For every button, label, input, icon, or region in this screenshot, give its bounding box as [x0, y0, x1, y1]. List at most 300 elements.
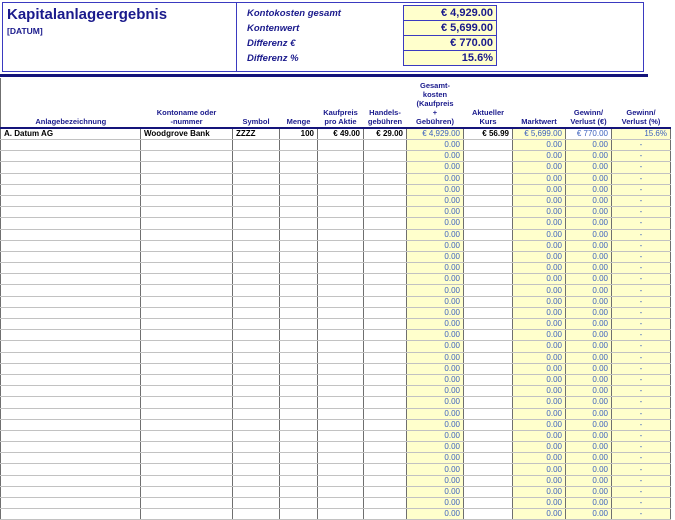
cell-marktwert[interactable]: 0.00 [513, 386, 566, 397]
cell-aktueller-kurs[interactable]: € 56.99 [464, 128, 513, 140]
cell-symbol[interactable] [233, 498, 280, 509]
cell-gesamtkosten[interactable]: 0.00 [407, 341, 464, 352]
cell-gewinn-verlust-eur[interactable]: 0.00 [566, 263, 612, 274]
cell-handelsgebuehren[interactable] [364, 195, 407, 206]
cell-menge[interactable] [280, 386, 318, 397]
summary-value-kontokosten[interactable]: € 4,929.00 [403, 5, 497, 21]
cell-symbol[interactable] [233, 475, 280, 486]
cell-gesamtkosten[interactable]: 0.00 [407, 162, 464, 173]
cell-kontoname[interactable] [141, 498, 233, 509]
cell-menge[interactable] [280, 330, 318, 341]
cell-gewinn-verlust-eur[interactable]: 0.00 [566, 408, 612, 419]
cell-handelsgebuehren[interactable] [364, 475, 407, 486]
cell-symbol[interactable] [233, 330, 280, 341]
cell-aktueller-kurs[interactable] [464, 475, 513, 486]
cell-gewinn-verlust-pct[interactable]: - [612, 307, 671, 318]
cell-aktueller-kurs[interactable] [464, 162, 513, 173]
cell-gewinn-verlust-pct[interactable]: - [612, 184, 671, 195]
cell-handelsgebuehren[interactable] [364, 352, 407, 363]
cell-handelsgebuehren[interactable] [364, 151, 407, 162]
cell-gesamtkosten[interactable]: 0.00 [407, 207, 464, 218]
cell-gewinn-verlust-pct[interactable]: - [612, 296, 671, 307]
cell-marktwert[interactable]: 0.00 [513, 453, 566, 464]
cell-handelsgebuehren[interactable] [364, 374, 407, 385]
cell-kaufpreis-pro-aktie[interactable] [318, 498, 364, 509]
cell-gewinn-verlust-pct[interactable]: - [612, 151, 671, 162]
cell-kaufpreis-pro-aktie[interactable]: € 49.00 [318, 128, 364, 140]
cell-gewinn-verlust-eur[interactable]: 0.00 [566, 307, 612, 318]
cell-handelsgebuehren[interactable] [364, 498, 407, 509]
cell-gesamtkosten[interactable]: 0.00 [407, 486, 464, 497]
cell-gewinn-verlust-eur[interactable]: 0.00 [566, 140, 612, 151]
cell-kontoname[interactable] [141, 419, 233, 430]
cell-gesamtkosten[interactable]: 0.00 [407, 363, 464, 374]
cell-marktwert[interactable]: 0.00 [513, 240, 566, 251]
cell-menge[interactable] [280, 475, 318, 486]
cell-gewinn-verlust-pct[interactable]: - [612, 229, 671, 240]
cell-handelsgebuehren[interactable]: € 29.00 [364, 128, 407, 140]
cell-marktwert[interactable]: 0.00 [513, 307, 566, 318]
cell-kontoname[interactable] [141, 195, 233, 206]
cell-handelsgebuehren[interactable] [364, 430, 407, 441]
cell-handelsgebuehren[interactable] [364, 319, 407, 330]
cell-menge[interactable] [280, 296, 318, 307]
cell-gewinn-verlust-pct[interactable]: - [612, 408, 671, 419]
cell-handelsgebuehren[interactable] [364, 419, 407, 430]
cell-kontoname[interactable] [141, 430, 233, 441]
cell-anlagebezeichnung[interactable] [1, 408, 141, 419]
cell-gewinn-verlust-eur[interactable]: 0.00 [566, 352, 612, 363]
cell-aktueller-kurs[interactable] [464, 498, 513, 509]
cell-aktueller-kurs[interactable] [464, 486, 513, 497]
cell-kontoname[interactable] [141, 397, 233, 408]
cell-kaufpreis-pro-aktie[interactable] [318, 184, 364, 195]
cell-anlagebezeichnung[interactable] [1, 430, 141, 441]
cell-gesamtkosten[interactable]: 0.00 [407, 509, 464, 520]
cell-handelsgebuehren[interactable] [364, 453, 407, 464]
cell-gesamtkosten[interactable]: 0.00 [407, 352, 464, 363]
cell-gesamtkosten[interactable]: 0.00 [407, 151, 464, 162]
cell-symbol[interactable] [233, 464, 280, 475]
cell-gesamtkosten[interactable]: 0.00 [407, 296, 464, 307]
cell-gewinn-verlust-pct[interactable]: - [612, 263, 671, 274]
cell-menge[interactable] [280, 285, 318, 296]
cell-gesamtkosten[interactable]: 0.00 [407, 218, 464, 229]
cell-kontoname[interactable] [141, 453, 233, 464]
cell-kontoname[interactable] [141, 173, 233, 184]
cell-kontoname[interactable] [141, 509, 233, 520]
cell-aktueller-kurs[interactable] [464, 195, 513, 206]
cell-kaufpreis-pro-aktie[interactable] [318, 397, 364, 408]
cell-marktwert[interactable]: 0.00 [513, 498, 566, 509]
date-placeholder[interactable]: [DATUM] [7, 26, 43, 36]
cell-gewinn-verlust-pct[interactable]: - [612, 341, 671, 352]
cell-gesamtkosten[interactable]: 0.00 [407, 319, 464, 330]
cell-anlagebezeichnung[interactable] [1, 374, 141, 385]
cell-kontoname[interactable] [141, 229, 233, 240]
cell-gewinn-verlust-eur[interactable]: 0.00 [566, 207, 612, 218]
cell-gewinn-verlust-eur[interactable]: 0.00 [566, 251, 612, 262]
cell-gewinn-verlust-eur[interactable]: 0.00 [566, 296, 612, 307]
cell-aktueller-kurs[interactable] [464, 397, 513, 408]
cell-aktueller-kurs[interactable] [464, 140, 513, 151]
cell-handelsgebuehren[interactable] [364, 274, 407, 285]
cell-gewinn-verlust-eur[interactable]: 0.00 [566, 229, 612, 240]
cell-kaufpreis-pro-aktie[interactable] [318, 218, 364, 229]
cell-gewinn-verlust-eur[interactable]: 0.00 [566, 319, 612, 330]
cell-kaufpreis-pro-aktie[interactable] [318, 173, 364, 184]
cell-menge[interactable] [280, 140, 318, 151]
cell-gewinn-verlust-pct[interactable]: - [612, 509, 671, 520]
cell-gesamtkosten[interactable]: 0.00 [407, 263, 464, 274]
cell-menge[interactable] [280, 229, 318, 240]
cell-gewinn-verlust-eur[interactable]: 0.00 [566, 274, 612, 285]
cell-aktueller-kurs[interactable] [464, 151, 513, 162]
cell-kaufpreis-pro-aktie[interactable] [318, 195, 364, 206]
cell-menge[interactable]: 100 [280, 128, 318, 140]
cell-kaufpreis-pro-aktie[interactable] [318, 240, 364, 251]
cell-symbol[interactable] [233, 442, 280, 453]
cell-kontoname[interactable] [141, 319, 233, 330]
cell-handelsgebuehren[interactable] [364, 341, 407, 352]
cell-gewinn-verlust-pct[interactable]: - [612, 162, 671, 173]
cell-handelsgebuehren[interactable] [364, 408, 407, 419]
cell-anlagebezeichnung[interactable] [1, 486, 141, 497]
cell-kontoname[interactable] [141, 352, 233, 363]
cell-marktwert[interactable]: 0.00 [513, 195, 566, 206]
cell-marktwert[interactable]: 0.00 [513, 430, 566, 441]
cell-marktwert[interactable]: 0.00 [513, 509, 566, 520]
cell-marktwert[interactable]: 0.00 [513, 374, 566, 385]
cell-menge[interactable] [280, 263, 318, 274]
cell-anlagebezeichnung[interactable]: A. Datum AG [1, 128, 141, 140]
cell-kaufpreis-pro-aktie[interactable] [318, 274, 364, 285]
cell-gewinn-verlust-eur[interactable]: 0.00 [566, 453, 612, 464]
cell-anlagebezeichnung[interactable] [1, 263, 141, 274]
cell-anlagebezeichnung[interactable] [1, 307, 141, 318]
cell-anlagebezeichnung[interactable] [1, 330, 141, 341]
cell-marktwert[interactable]: 0.00 [513, 151, 566, 162]
cell-gewinn-verlust-pct[interactable]: - [612, 397, 671, 408]
cell-anlagebezeichnung[interactable] [1, 319, 141, 330]
cell-gewinn-verlust-pct[interactable]: - [612, 464, 671, 475]
cell-handelsgebuehren[interactable] [364, 162, 407, 173]
cell-gewinn-verlust-pct[interactable]: - [612, 352, 671, 363]
cell-kaufpreis-pro-aktie[interactable] [318, 229, 364, 240]
cell-gesamtkosten[interactable]: 0.00 [407, 453, 464, 464]
cell-gewinn-verlust-pct[interactable]: - [612, 330, 671, 341]
cell-gewinn-verlust-pct[interactable]: 15.6% [612, 128, 671, 140]
cell-kontoname[interactable] [141, 307, 233, 318]
cell-symbol[interactable] [233, 140, 280, 151]
cell-kaufpreis-pro-aktie[interactable] [318, 140, 364, 151]
cell-anlagebezeichnung[interactable] [1, 173, 141, 184]
cell-kontoname[interactable] [141, 386, 233, 397]
cell-gewinn-verlust-eur[interactable]: 0.00 [566, 442, 612, 453]
cell-gewinn-verlust-pct[interactable]: - [612, 486, 671, 497]
cell-symbol[interactable] [233, 319, 280, 330]
cell-marktwert[interactable]: 0.00 [513, 408, 566, 419]
cell-menge[interactable] [280, 419, 318, 430]
cell-gewinn-verlust-eur[interactable]: 0.00 [566, 374, 612, 385]
cell-kontoname[interactable]: Woodgrove Bank [141, 128, 233, 140]
cell-kaufpreis-pro-aktie[interactable] [318, 207, 364, 218]
cell-menge[interactable] [280, 162, 318, 173]
cell-menge[interactable] [280, 430, 318, 441]
cell-menge[interactable] [280, 397, 318, 408]
cell-menge[interactable] [280, 319, 318, 330]
cell-gesamtkosten[interactable]: 0.00 [407, 430, 464, 441]
cell-handelsgebuehren[interactable] [364, 330, 407, 341]
cell-gewinn-verlust-pct[interactable]: - [612, 140, 671, 151]
cell-menge[interactable] [280, 363, 318, 374]
cell-anlagebezeichnung[interactable] [1, 285, 141, 296]
cell-gesamtkosten[interactable]: € 4,929.00 [407, 128, 464, 140]
cell-gewinn-verlust-pct[interactable]: - [612, 195, 671, 206]
cell-gesamtkosten[interactable]: 0.00 [407, 307, 464, 318]
cell-marktwert[interactable]: 0.00 [513, 486, 566, 497]
cell-kontoname[interactable] [141, 408, 233, 419]
cell-symbol[interactable] [233, 218, 280, 229]
cell-symbol[interactable] [233, 341, 280, 352]
cell-kaufpreis-pro-aktie[interactable] [318, 509, 364, 520]
cell-menge[interactable] [280, 184, 318, 195]
cell-aktueller-kurs[interactable] [464, 184, 513, 195]
cell-symbol[interactable] [233, 263, 280, 274]
cell-gewinn-verlust-pct[interactable]: - [612, 453, 671, 464]
cell-gewinn-verlust-eur[interactable]: 0.00 [566, 509, 612, 520]
cell-kontoname[interactable] [141, 464, 233, 475]
cell-gewinn-verlust-eur[interactable]: 0.00 [566, 341, 612, 352]
cell-gesamtkosten[interactable]: 0.00 [407, 498, 464, 509]
cell-gewinn-verlust-eur[interactable]: 0.00 [566, 363, 612, 374]
cell-gewinn-verlust-pct[interactable]: - [612, 240, 671, 251]
cell-symbol[interactable] [233, 408, 280, 419]
cell-gewinn-verlust-pct[interactable]: - [612, 363, 671, 374]
cell-gewinn-verlust-pct[interactable]: - [612, 498, 671, 509]
cell-kaufpreis-pro-aktie[interactable] [318, 386, 364, 397]
cell-kontoname[interactable] [141, 296, 233, 307]
cell-aktueller-kurs[interactable] [464, 229, 513, 240]
cell-gewinn-verlust-eur[interactable]: 0.00 [566, 419, 612, 430]
cell-kaufpreis-pro-aktie[interactable] [318, 151, 364, 162]
cell-handelsgebuehren[interactable] [364, 218, 407, 229]
cell-gewinn-verlust-pct[interactable]: - [612, 218, 671, 229]
cell-symbol[interactable] [233, 307, 280, 318]
cell-marktwert[interactable]: € 5,699.00 [513, 128, 566, 140]
cell-symbol[interactable] [233, 207, 280, 218]
cell-menge[interactable] [280, 218, 318, 229]
cell-symbol[interactable] [233, 397, 280, 408]
cell-symbol[interactable] [233, 419, 280, 430]
cell-gewinn-verlust-pct[interactable]: - [612, 419, 671, 430]
cell-menge[interactable] [280, 207, 318, 218]
cell-handelsgebuehren[interactable] [364, 173, 407, 184]
cell-anlagebezeichnung[interactable] [1, 453, 141, 464]
cell-symbol[interactable]: ZZZZ [233, 128, 280, 140]
summary-value-differenz-eur[interactable]: € 770.00 [403, 36, 497, 51]
cell-menge[interactable] [280, 251, 318, 262]
cell-menge[interactable] [280, 498, 318, 509]
cell-symbol[interactable] [233, 386, 280, 397]
cell-anlagebezeichnung[interactable] [1, 207, 141, 218]
cell-handelsgebuehren[interactable] [364, 263, 407, 274]
cell-gewinn-verlust-eur[interactable]: 0.00 [566, 498, 612, 509]
cell-symbol[interactable] [233, 453, 280, 464]
cell-kaufpreis-pro-aktie[interactable] [318, 430, 364, 441]
cell-symbol[interactable] [233, 274, 280, 285]
cell-gesamtkosten[interactable]: 0.00 [407, 374, 464, 385]
cell-gewinn-verlust-eur[interactable]: 0.00 [566, 285, 612, 296]
cell-marktwert[interactable]: 0.00 [513, 475, 566, 486]
cell-menge[interactable] [280, 408, 318, 419]
cell-gesamtkosten[interactable]: 0.00 [407, 386, 464, 397]
cell-handelsgebuehren[interactable] [364, 229, 407, 240]
cell-gesamtkosten[interactable]: 0.00 [407, 251, 464, 262]
cell-symbol[interactable] [233, 229, 280, 240]
cell-handelsgebuehren[interactable] [364, 296, 407, 307]
cell-anlagebezeichnung[interactable] [1, 352, 141, 363]
cell-gesamtkosten[interactable]: 0.00 [407, 184, 464, 195]
cell-anlagebezeichnung[interactable] [1, 274, 141, 285]
cell-kontoname[interactable] [141, 363, 233, 374]
cell-gewinn-verlust-eur[interactable]: 0.00 [566, 151, 612, 162]
cell-aktueller-kurs[interactable] [464, 363, 513, 374]
cell-kontoname[interactable] [141, 184, 233, 195]
cell-symbol[interactable] [233, 251, 280, 262]
cell-marktwert[interactable]: 0.00 [513, 397, 566, 408]
cell-gewinn-verlust-pct[interactable]: - [612, 319, 671, 330]
cell-gewinn-verlust-pct[interactable]: - [612, 173, 671, 184]
cell-aktueller-kurs[interactable] [464, 464, 513, 475]
cell-aktueller-kurs[interactable] [464, 307, 513, 318]
cell-gewinn-verlust-eur[interactable]: 0.00 [566, 475, 612, 486]
cell-aktueller-kurs[interactable] [464, 251, 513, 262]
cell-marktwert[interactable]: 0.00 [513, 173, 566, 184]
summary-value-differenz-pct[interactable]: 15.6% [403, 51, 497, 66]
cell-handelsgebuehren[interactable] [364, 184, 407, 195]
cell-marktwert[interactable]: 0.00 [513, 363, 566, 374]
cell-aktueller-kurs[interactable] [464, 352, 513, 363]
cell-anlagebezeichnung[interactable] [1, 240, 141, 251]
cell-kaufpreis-pro-aktie[interactable] [318, 419, 364, 430]
cell-anlagebezeichnung[interactable] [1, 397, 141, 408]
cell-handelsgebuehren[interactable] [364, 307, 407, 318]
cell-gesamtkosten[interactable]: 0.00 [407, 475, 464, 486]
cell-aktueller-kurs[interactable] [464, 285, 513, 296]
cell-kontoname[interactable] [141, 341, 233, 352]
cell-kaufpreis-pro-aktie[interactable] [318, 408, 364, 419]
cell-anlagebezeichnung[interactable] [1, 363, 141, 374]
cell-aktueller-kurs[interactable] [464, 419, 513, 430]
cell-kontoname[interactable] [141, 240, 233, 251]
cell-handelsgebuehren[interactable] [364, 509, 407, 520]
cell-marktwert[interactable]: 0.00 [513, 464, 566, 475]
cell-kontoname[interactable] [141, 207, 233, 218]
cell-menge[interactable] [280, 442, 318, 453]
cell-marktwert[interactable]: 0.00 [513, 419, 566, 430]
cell-anlagebezeichnung[interactable] [1, 509, 141, 520]
cell-aktueller-kurs[interactable] [464, 408, 513, 419]
cell-marktwert[interactable]: 0.00 [513, 274, 566, 285]
cell-marktwert[interactable]: 0.00 [513, 140, 566, 151]
cell-kontoname[interactable] [141, 330, 233, 341]
cell-kontoname[interactable] [141, 374, 233, 385]
cell-aktueller-kurs[interactable] [464, 430, 513, 441]
cell-marktwert[interactable]: 0.00 [513, 319, 566, 330]
cell-gesamtkosten[interactable]: 0.00 [407, 442, 464, 453]
cell-kontoname[interactable] [141, 285, 233, 296]
cell-aktueller-kurs[interactable] [464, 218, 513, 229]
cell-menge[interactable] [280, 341, 318, 352]
cell-symbol[interactable] [233, 374, 280, 385]
cell-anlagebezeichnung[interactable] [1, 218, 141, 229]
cell-gesamtkosten[interactable]: 0.00 [407, 464, 464, 475]
cell-menge[interactable] [280, 151, 318, 162]
cell-anlagebezeichnung[interactable] [1, 341, 141, 352]
cell-marktwert[interactable]: 0.00 [513, 296, 566, 307]
cell-handelsgebuehren[interactable] [364, 363, 407, 374]
cell-kontoname[interactable] [141, 475, 233, 486]
cell-symbol[interactable] [233, 509, 280, 520]
cell-anlagebezeichnung[interactable] [1, 475, 141, 486]
cell-symbol[interactable] [233, 184, 280, 195]
cell-marktwert[interactable]: 0.00 [513, 352, 566, 363]
cell-kaufpreis-pro-aktie[interactable] [318, 453, 364, 464]
cell-marktwert[interactable]: 0.00 [513, 442, 566, 453]
cell-gesamtkosten[interactable]: 0.00 [407, 240, 464, 251]
cell-symbol[interactable] [233, 363, 280, 374]
cell-marktwert[interactable]: 0.00 [513, 285, 566, 296]
cell-gewinn-verlust-eur[interactable]: 0.00 [566, 430, 612, 441]
cell-kaufpreis-pro-aktie[interactable] [318, 307, 364, 318]
cell-anlagebezeichnung[interactable] [1, 442, 141, 453]
cell-aktueller-kurs[interactable] [464, 330, 513, 341]
cell-aktueller-kurs[interactable] [464, 442, 513, 453]
cell-kontoname[interactable] [141, 274, 233, 285]
cell-menge[interactable] [280, 352, 318, 363]
cell-anlagebezeichnung[interactable] [1, 498, 141, 509]
cell-gesamtkosten[interactable]: 0.00 [407, 274, 464, 285]
cell-kontoname[interactable] [141, 151, 233, 162]
cell-gesamtkosten[interactable]: 0.00 [407, 408, 464, 419]
cell-gesamtkosten[interactable]: 0.00 [407, 195, 464, 206]
cell-gewinn-verlust-pct[interactable]: - [612, 430, 671, 441]
cell-handelsgebuehren[interactable] [364, 207, 407, 218]
cell-kontoname[interactable] [141, 140, 233, 151]
cell-handelsgebuehren[interactable] [364, 240, 407, 251]
cell-gewinn-verlust-pct[interactable]: - [612, 442, 671, 453]
cell-symbol[interactable] [233, 296, 280, 307]
cell-gewinn-verlust-eur[interactable]: 0.00 [566, 184, 612, 195]
cell-anlagebezeichnung[interactable] [1, 464, 141, 475]
cell-anlagebezeichnung[interactable] [1, 140, 141, 151]
cell-gewinn-verlust-pct[interactable]: - [612, 207, 671, 218]
cell-anlagebezeichnung[interactable] [1, 296, 141, 307]
cell-handelsgebuehren[interactable] [364, 251, 407, 262]
cell-marktwert[interactable]: 0.00 [513, 218, 566, 229]
cell-gewinn-verlust-eur[interactable]: 0.00 [566, 240, 612, 251]
cell-aktueller-kurs[interactable] [464, 207, 513, 218]
cell-handelsgebuehren[interactable] [364, 285, 407, 296]
cell-gewinn-verlust-pct[interactable]: - [612, 475, 671, 486]
cell-menge[interactable] [280, 274, 318, 285]
cell-gewinn-verlust-eur[interactable]: € 770.00 [566, 128, 612, 140]
cell-gewinn-verlust-pct[interactable]: - [612, 251, 671, 262]
cell-symbol[interactable] [233, 195, 280, 206]
cell-marktwert[interactable]: 0.00 [513, 263, 566, 274]
cell-gewinn-verlust-pct[interactable]: - [612, 386, 671, 397]
